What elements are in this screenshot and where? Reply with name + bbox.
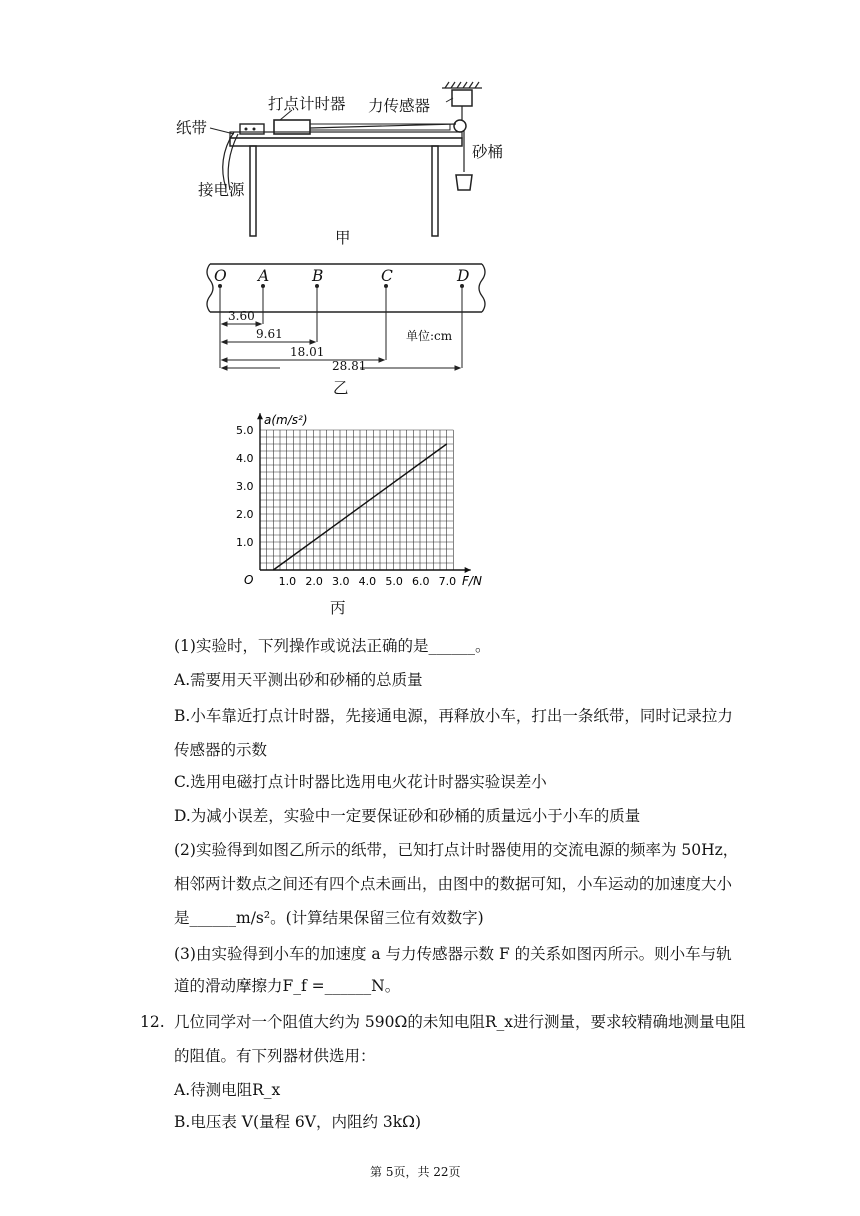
chart-ylabel: a(m/s²) [264, 413, 308, 427]
x-tick-label: 3.0 [332, 575, 350, 588]
q12-line2: 的阻值。有下列器材供选用： [174, 1047, 376, 1065]
x-axis-arrow [465, 567, 471, 573]
x-tick-label: 6.0 [412, 575, 430, 588]
q11-option-a: A.需要用天平测出砂和砂桶的总质量 [174, 671, 423, 689]
sand-bucket [456, 175, 472, 190]
page-footer: 第 5页，共 22页 [370, 1165, 461, 1179]
q11-part1: (1)实验时，下列操作或说法正确的是______。 [174, 637, 491, 655]
q12-option-b: B.电压表 V(量程 6V，内阻约 3kΩ) [174, 1113, 422, 1131]
q12-line1: 几位同学对一个阻值大约为 590Ω的未知电阻R_x进行测量，要求较精确地测量电阻 [174, 1013, 746, 1031]
label-force-sensor: 力传感器 [368, 97, 431, 115]
y-tick-label: 3.0 [236, 480, 254, 493]
chart-ticks [236, 424, 456, 588]
x-tick-label: 4.0 [358, 575, 377, 588]
q11-option-b-line1: B.小车靠近打点计时器，先接通电源，再释放小车，打出一条纸带，同时记录拉力 [174, 707, 733, 725]
q12-option-a: A.待测电阻R_x [174, 1081, 281, 1099]
tape-label-a: A [258, 267, 270, 285]
y-tick-label: 1.0 [236, 536, 254, 549]
distance-oc: 18.01 [290, 345, 325, 359]
tape-label-o: O [214, 267, 227, 285]
distance-od: 28.81 [332, 359, 367, 373]
caption-bing: 丙 [330, 599, 346, 617]
y-tick-label: 5.0 [236, 424, 254, 437]
q11-part2-line3: 是______m/s²。(计算结果保留三位有效数字) [174, 909, 484, 927]
x-tick-label: 5.0 [385, 575, 403, 588]
y-axis-arrow [257, 413, 263, 419]
tape-unit: 单位:cm [406, 329, 453, 343]
distance-oa: 3.60 [228, 309, 255, 323]
x-tick-label: 1.0 [278, 575, 297, 588]
q11-part2-line1: (2)实验得到如图乙所示的纸带，已知打点计时器使用的交流电源的频率为 50Hz， [174, 841, 739, 859]
chart-origin-label: O [244, 573, 254, 587]
y-tick-label: 4.0 [236, 452, 254, 465]
chart-grid [260, 430, 453, 570]
ceiling-hatch [442, 82, 482, 88]
x-tick-label: 7.0 [438, 575, 457, 588]
q11-option-c: C.选用电磁打点计时器比选用电火花计时器实验误差小 [174, 773, 547, 791]
x-tick-label: 2.0 [305, 575, 323, 588]
label-timer: 打点计时器 [268, 95, 346, 113]
tape-label-c: C [381, 267, 393, 285]
q11-option-b-line2: 传感器的示数 [174, 741, 268, 759]
q12-number: 12. [140, 1013, 165, 1031]
q11-part3-line1: (3)由实验得到小车的加速度 a 与力传感器示数 F 的关系如图丙所示。则小车与轨 [174, 945, 732, 963]
caption-yi: 乙 [333, 379, 349, 397]
y-tick-label: 2.0 [236, 508, 254, 521]
caption-jia: 甲 [335, 229, 351, 247]
q11-part2-line2: 相邻两计数点之间还有四个点未画出，由图中的数据可知，小车运动的加速度大小 [174, 875, 733, 893]
tape-outline [210, 264, 482, 312]
a-f-chart [220, 410, 482, 590]
label-bucket: 砂桶 [472, 143, 504, 161]
force-sensor [452, 90, 472, 106]
label-tape: 纸带 [176, 119, 208, 137]
tape-label-b: B [312, 267, 324, 285]
chart-xlabel: F/N [462, 574, 482, 588]
table-top [230, 138, 462, 146]
q11-part3-line2: 道的滑动摩擦力F_f =______N。 [174, 977, 401, 995]
distance-ob: 9.61 [256, 327, 283, 341]
tape-label-d: D [457, 267, 470, 285]
label-power: 接电源 [198, 181, 245, 199]
q11-option-d: D.为减小误差，实验中一定要保证砂和砂桶的质量远小于小车的质量 [174, 807, 641, 825]
